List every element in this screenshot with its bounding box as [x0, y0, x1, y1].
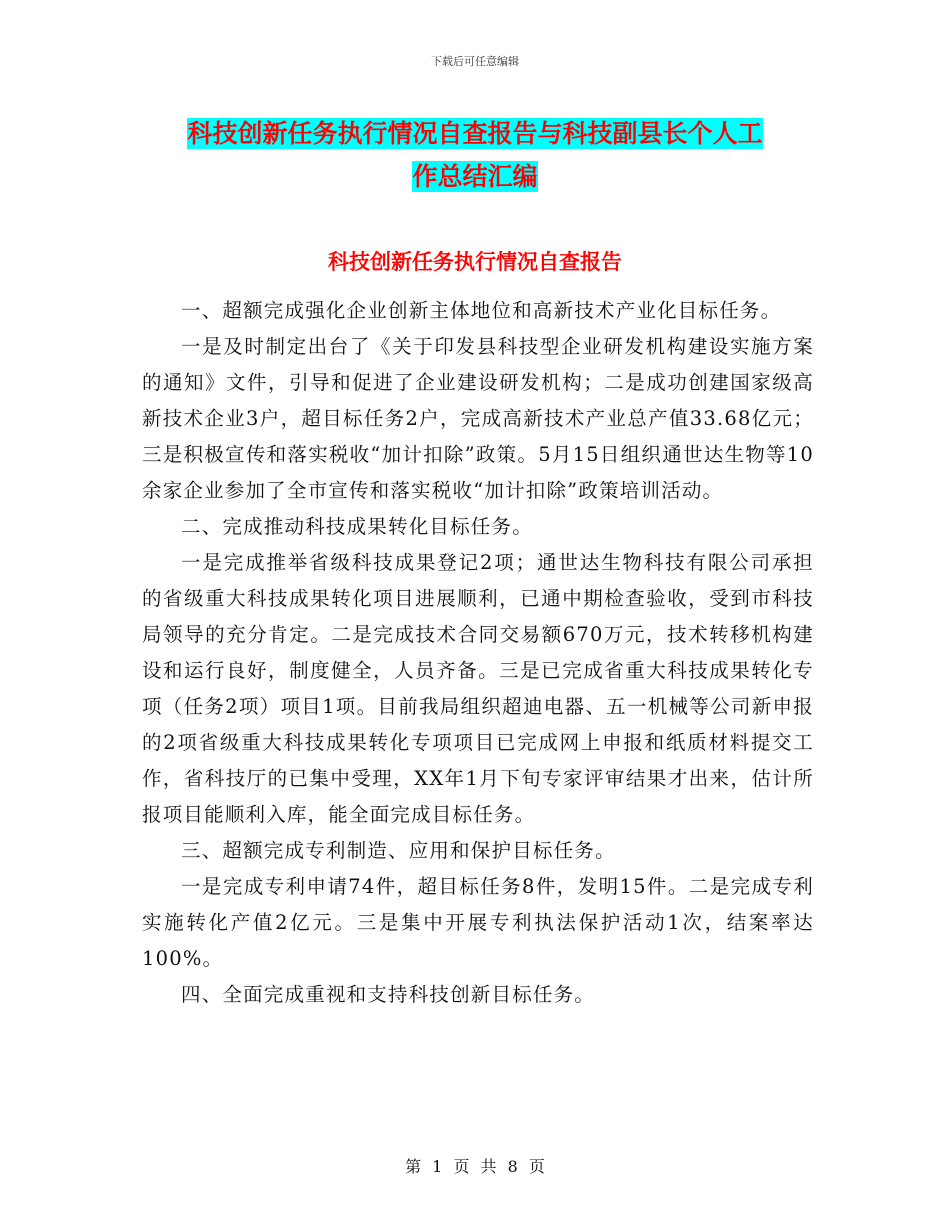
section-title: 科技创新任务执行情况自查报告: [328, 250, 622, 274]
paragraph-heading-3: 三、超额完成专利制造、应用和保护目标任务。: [181, 839, 616, 862]
document-body: [142, 293, 814, 1013]
paragraph: 一是完成推举省级科技成果登记2项；通世达生物科技有限公司承担的省级重大科技成果转化项目进展顺利，已通中期检查验收，受到市科技局领导的充分肯定。二是完成技术合同交易额670万元，技术转移机构建设和运行良好，制度健全，人员齐备。三是已完成省重大科技成果转化专项（任务2项）项目1项。目前我局组织超迪电器、五一机械等公司新申报的2项省级重大科技成果转化专项项目已完成网上申报和纸质材料提交工作，省科技厅的已集中受理，XX年1月下旬专家评审结果才出来，估计所报项目能顺利入库，能全面完成目标任务。: [142, 551, 814, 826]
document-title: [140, 112, 810, 198]
page-header-note: 下载后可任意编辑: [431, 55, 519, 68]
page-number-footer: 第 1 页 共 8 页: [405, 1157, 545, 1176]
paragraph-heading-2: 二、完成推动科技成果转化目标任务。: [181, 515, 533, 538]
paragraph: 一是及时制定出台了《关于印发县科技型企业研发机构建设实施方案的通知》文件，引导和促进了企业建设研发机构；二是成功创建国家级高新技术企业3户，超目标任务2户，完成高新技术产业总产值33.68亿元；三是积极宣传和落实税收“加计扣除”政策。5月15日组织通世达生物等10余家企业参加了全市宣传和落实税收“加计扣除”政策培训活动。: [142, 335, 814, 502]
title-line-1: 科技创新任务执行情况自查报告与科技副县长个人工: [187, 119, 763, 148]
paragraph-heading-4: 四、全面完成重视和支持科技创新目标任务。: [181, 983, 596, 1006]
paragraph: 一是完成专利申请74件，超目标任务8件，发明15件。二是完成专利实施转化产值2亿元。三是集中开展专利执法保护活动1次，结案率达100%。: [142, 875, 814, 970]
paragraph-heading-1: 一、超额完成强化企业创新主体地位和高新技术产业化目标任务。: [181, 299, 782, 322]
title-line-2: 作总结汇编: [412, 162, 538, 191]
